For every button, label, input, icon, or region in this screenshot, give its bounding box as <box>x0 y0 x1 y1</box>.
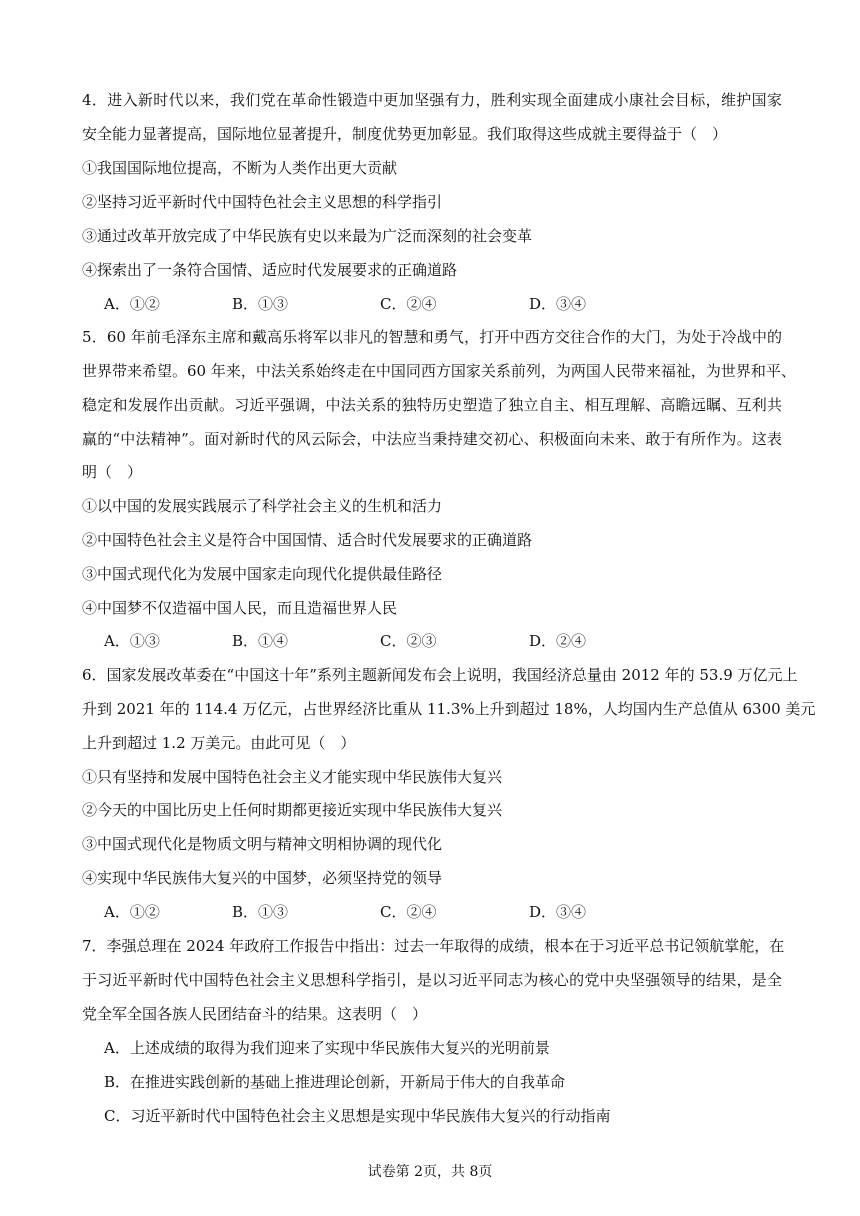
q4-stem-line-1: 4．进入新时代以来，我们党在革命性锻造中更加坚强有力，胜利实现全面建成小康社会目标，维护国家 <box>82 91 782 109</box>
q7-stem-line-1: 7．李强总理在 2024 年政府工作报告中指出：过去一年取得的成绩，根本在于习近平总书记领航掌舵，在 <box>82 937 785 955</box>
q4-option-c[interactable]: C．②④ <box>380 295 437 313</box>
q7-stem-line-2: 于习近平新时代中国特色社会主义思想科学指引，是以习近平同志为核心的党中央坚强领导的结果，是全 <box>82 971 782 989</box>
q5-item-1: ①以中国的发展实践展示了科学社会主义的生机和活力 <box>82 497 443 515</box>
q4-item-4: ④探索出了一条符合国情、适应时代发展要求的正确道路 <box>82 261 458 279</box>
q5-stem-line-2: 世界带来希望。60 年来，中法关系始终走在中国同西方国家关系前列，为两国人民带来福祉，为世界和平、 <box>82 362 796 380</box>
q6-item-4: ④实现中华民族伟大复兴的中国梦，必须坚持党的领导 <box>82 869 443 887</box>
q7-stem-line-3: 党全军全国各族人民团结奋斗的结果。这表明（ ） <box>82 1005 428 1023</box>
q5-item-3: ③中国式现代化为发展中国家走向现代化提供最佳路径 <box>82 565 443 583</box>
q4-item-3: ③通过改革开放完成了中华民族有史以来最为广泛而深刻的社会变革 <box>82 227 533 245</box>
q5-item-2: ②中国特色社会主义是符合中国国情、适合时代发展要求的正确道路 <box>82 531 533 549</box>
q6-item-3: ③中国式现代化是物质文明与精神文明相协调的现代化 <box>82 835 443 853</box>
q6-stem-line-1: 6．国家发展改革委在“中国这十年”系列主题新闻发布会上说明，我国经济总量由 2012 年的 53.9 万亿元上 <box>82 666 798 684</box>
q4-option-d[interactable]: D．③④ <box>529 295 587 313</box>
q6-option-d[interactable]: D．③④ <box>529 903 587 921</box>
q6-stem-line-2: 升到 2021 年的 114.4 万亿元，占世界经济比重从 11.3%上升到超过 18%，人均国内生产总值从 6300 美元 <box>82 700 816 718</box>
q5-option-b[interactable]: B．①④ <box>232 632 289 650</box>
q6-option-c[interactable]: C．②④ <box>380 903 437 921</box>
q5-option-c[interactable]: C．②③ <box>380 632 437 650</box>
q5-stem-line-5: 明（ ） <box>82 463 143 481</box>
q4-item-1: ①我国国际地位提高，不断为人类作出更大贡献 <box>82 159 398 177</box>
q4-item-2: ②坚持习近平新时代中国特色社会主义思想的科学指引 <box>82 193 443 211</box>
q7-choice-a[interactable]: A．上述成绩的取得为我们迎来了实现中华民族伟大复兴的光明前景 <box>104 1039 550 1057</box>
q5-option-a[interactable]: A．①③ <box>104 632 160 650</box>
q4-options <box>104 294 664 314</box>
q4-option-b[interactable]: B．①③ <box>232 295 289 313</box>
q4-option-a[interactable]: A．①② <box>104 295 160 313</box>
q6-item-1: ①只有坚持和发展中国特色社会主义才能实现中华民族伟大复兴 <box>82 768 503 786</box>
q5-stem-line-4: 赢的“中法精神”。面对新时代的风云际会，中法应当秉持建交初心、积极面向未来、敢于有所作为。这表 <box>82 430 782 448</box>
q6-option-b[interactable]: B．①③ <box>232 903 289 921</box>
q6-options <box>104 902 664 922</box>
page-footer: 试卷第 2页，共 8页 <box>367 1164 493 1180</box>
q6-stem-line-3: 上升到超过 1.2 万美元。由此可见（ ） <box>82 734 356 752</box>
q5-option-d[interactable]: D．②④ <box>529 632 587 650</box>
q7-choice-c[interactable]: C．习近平新时代中国特色社会主义思想是实现中华民族伟大复兴的行动指南 <box>104 1107 611 1125</box>
q5-item-4: ④中国梦不仅造福中国人民，而且造福世界人民 <box>82 599 398 617</box>
q4-stem-line-2: 安全能力显著提高，国际地位显著提升，制度优势更加彰显。我们取得这些成就主要得益于（ ） <box>82 125 728 143</box>
q5-stem-line-1: 5．60 年前毛泽东主席和戴高乐将军以非凡的智慧和勇气，打开中西方交往合作的大门，为处于冷战中的 <box>82 328 782 346</box>
q6-item-2: ②今天的中国比历史上任何时期都更接近实现中华民族伟大复兴 <box>82 801 503 819</box>
q5-stem-line-3: 稳定和发展作出贡献。习近平强调，中法关系的独特历史塑造了独立自主、相互理解、高瞻远瞩、互利共 <box>82 396 782 414</box>
q6-option-a[interactable]: A．①② <box>104 903 160 921</box>
q5-options <box>104 631 664 651</box>
q7-choice-b[interactable]: B．在推进实践创新的基础上推进理论创新，开新局于伟大的自我革命 <box>104 1073 566 1091</box>
